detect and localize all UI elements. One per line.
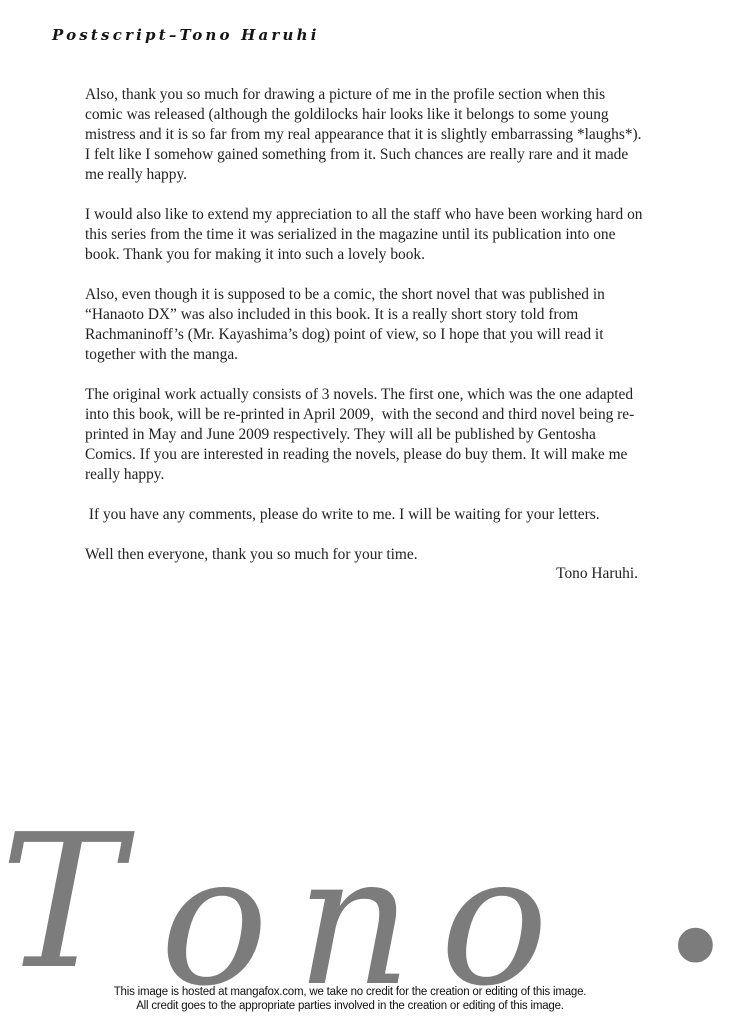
hosting-credit bbox=[0, 985, 700, 1013]
watermark-letter-n: n bbox=[296, 817, 412, 1026]
credit-line-1: This image is hosted at mangafox.com, we take no credit for the creation or editing of this image. bbox=[113, 986, 587, 998]
paragraph-short-novel: Also, even though it is supposed to be a comic, the short novel that was published in “Hanaoto DX” was also included in this book. It is a really short story told from Rachmaninoff’s (Mr. Kayashima’s dog) point of view, so I hope that you will read it together with the manga. bbox=[85, 286, 609, 363]
paragraph-original-novels: The original work actually consists of 3 novels. The first one, which was the one adapted into this book, will be re-printed in April 2009, with the second and third novel being re-printed in May and June 2009 respectively. They will all be published by Gentosha Comics. If you are interested in reading the novels, please do buy them. It will make me really happy. bbox=[85, 386, 637, 483]
watermark-letter-o: o bbox=[160, 817, 269, 1026]
author-signature: Tono Haruhi. bbox=[556, 565, 638, 582]
watermark-letter-T: T bbox=[0, 794, 124, 1010]
paragraph-staff-appreciation: I would also like to extend my appreciation to all the staff who have been working hard on this series from the time it was serialized in the magazine until its publication into one book. Thank you for making it into such a lovely book. bbox=[85, 206, 647, 263]
watermark-letter-o: o bbox=[440, 817, 549, 1026]
paragraph-comments: If you have any comments, please do write to me. I will be waiting for your letters. bbox=[85, 506, 600, 523]
paragraph-closing: Well then everyone, thank you so much for your time. bbox=[85, 546, 418, 563]
postscript-body bbox=[85, 85, 645, 585]
watermark-letter-partial: • bbox=[660, 880, 731, 1019]
paragraph-thanks-drawing: Also, thank you so much for drawing a picture of me in the profile section when this comic was released (although the goldilocks hair looks like it belongs to some young mistress and it is so far from my real appearance that it is slightly embarrassing *laughs*). I felt like I somehow gained something from it. Such chances are really rare and it made me really happy. bbox=[85, 86, 646, 183]
page-header-title: Postscript–Tono Haruhi bbox=[52, 26, 320, 44]
credit-line-2: All credit goes to the appropriate parties involved in the creation or editing of this image. bbox=[136, 1000, 564, 1012]
